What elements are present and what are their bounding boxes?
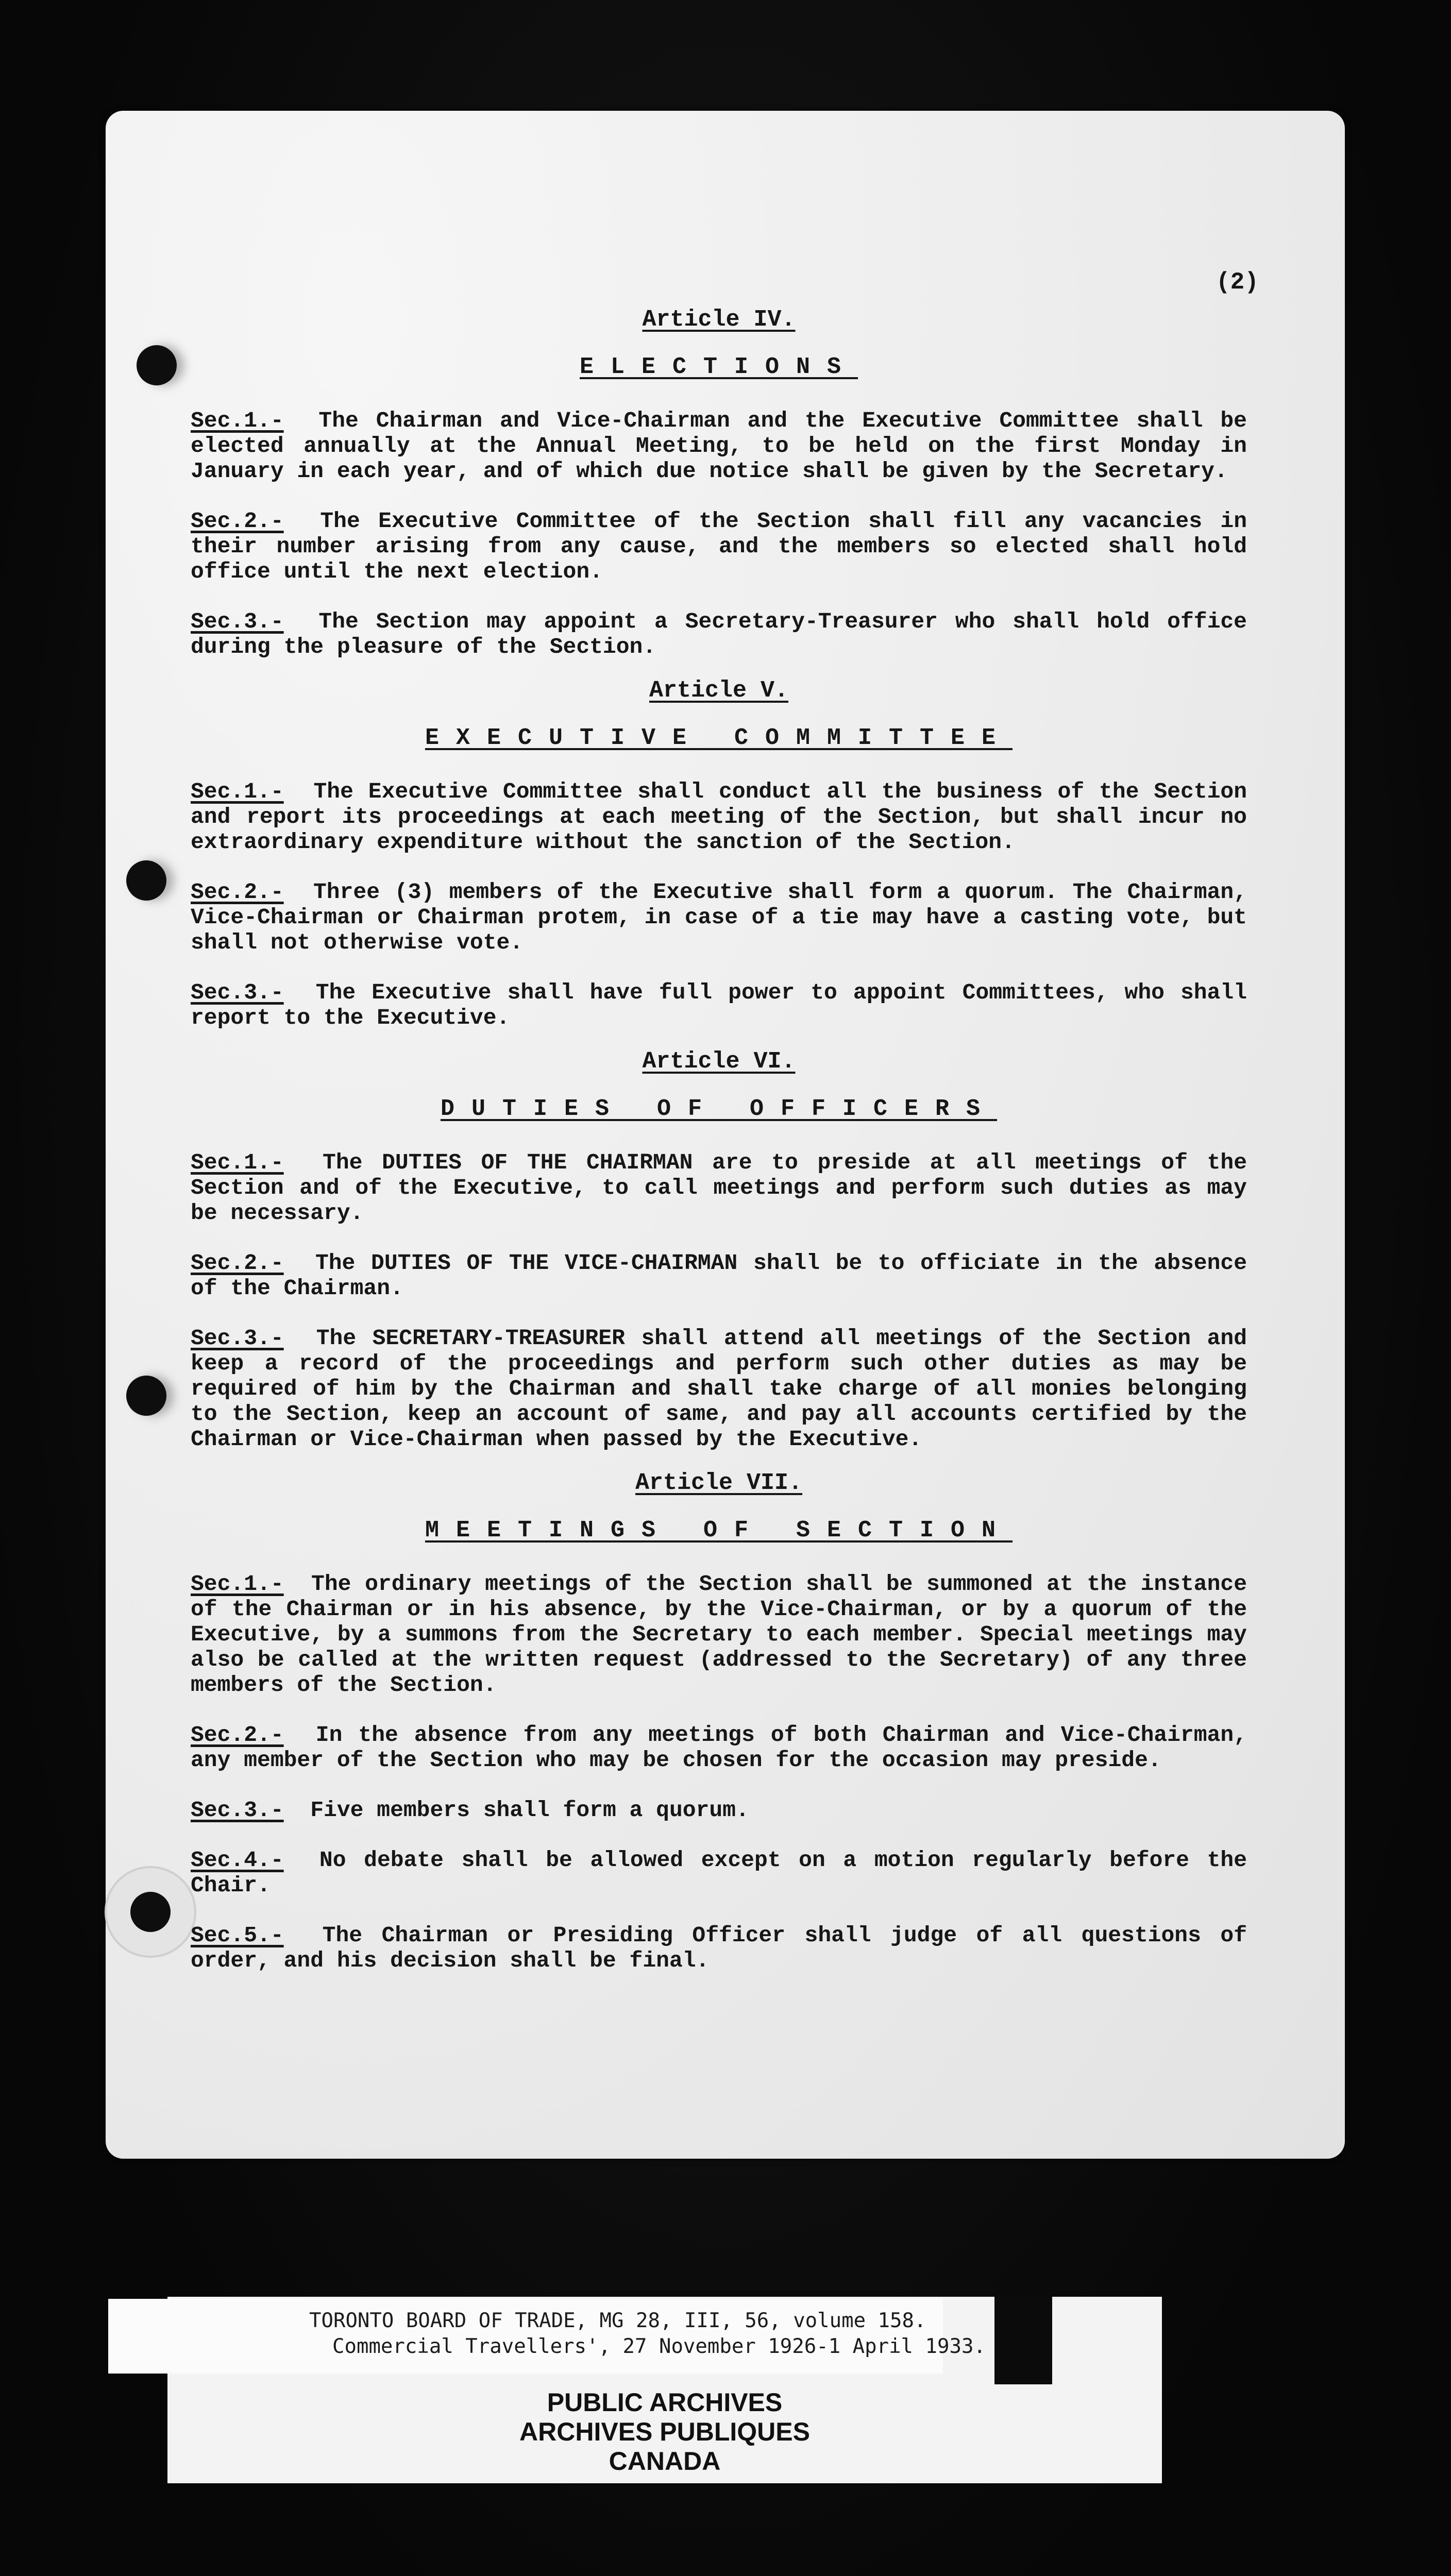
section-text: No debate shall be allowed except on a motion regularly before the Chair.: [191, 1848, 1247, 1898]
section-text: The Chairman and Vice-Chairman and the Executive Committee shall be elected annually at the Annual Meeting, to be held on the first Monday in January in each year, and of which due notice shall be given by the Secretary.: [191, 408, 1247, 484]
article-heading: EXECUTIVE COMMITTEE: [425, 725, 1013, 751]
punch-hole-bottom: [130, 1892, 171, 1932]
archive-stamp-line-2: ARCHIVES PUBLIQUES: [519, 2417, 810, 2446]
section-label: Sec.3.-: [191, 609, 284, 634]
section-paragraph: [191, 609, 1247, 659]
archive-reference: [108, 2299, 986, 2374]
punch-hole-upper-middle: [126, 860, 166, 901]
section-paragraph: [191, 1150, 1247, 1226]
section-paragraph: [191, 879, 1247, 955]
page-number: (2): [1216, 269, 1259, 296]
section-text: The Executive shall have full power to appoint Committees, who shall report to the Executive.: [191, 980, 1247, 1030]
section-label: Sec.2.-: [191, 1250, 284, 1276]
archive-reference-line-1: TORONTO BOARD OF TRADE, MG 28, III, 56, volume 158.: [309, 2309, 926, 2332]
section-paragraph: [191, 1848, 1247, 1898]
archive-stamp-line-1: PUBLIC ARCHIVES: [547, 2388, 783, 2417]
article-title: Article VII.: [635, 1470, 803, 1496]
archive-stamp-line-3: CANADA: [609, 2447, 721, 2476]
section-text: The Executive Committee of the Section shall fill any vacancies in their number arising from any cause, and the members so elected shall hold office until the next election.: [191, 509, 1247, 584]
section-paragraph: [191, 980, 1247, 1030]
punch-hole-top: [137, 345, 177, 385]
section-paragraph: [191, 1798, 1247, 1823]
section-paragraph: [191, 1923, 1247, 1973]
section-label: Sec.2.-: [191, 1722, 284, 1748]
section-text: The Executive Committee shall conduct all the business of the Section and report its proceedings at each meeting of the Section, but shall incur no extraordinary expenditure without the sanction of the Section.: [191, 779, 1247, 855]
section-text: The DUTIES OF THE CHAIRMAN are to preside at all meetings of the Section and of the Executive, to call meetings and perform such duties as may be necessary.: [191, 1150, 1247, 1226]
section-paragraph: [191, 408, 1247, 484]
document-body: [191, 304, 1247, 1998]
article-vii: [191, 1467, 1247, 1973]
section-text: Three (3) members of the Executive shall form a quorum. The Chairman, Vice-Chairman or Chairman protem, in case of a tie may have a casting vote, but shall not otherwise vote.: [191, 879, 1247, 955]
section-label: Sec.3.-: [191, 980, 284, 1005]
article-heading: ELECTIONS: [579, 354, 858, 380]
section-label: Sec.5.-: [191, 1923, 284, 1948]
section-paragraph: [191, 1326, 1247, 1452]
article-heading: MEETINGS OF SECTION: [425, 1517, 1013, 1544]
article-v: [191, 675, 1247, 1030]
section-text: The ordinary meetings of the Section shall be summoned at the instance of the Chairman or in his absence, by the Vice-Chairman, or by a quorum of the Executive, by a summons from the Secretary to each member. Special meetings may also be called at the written request (addressed to the Secretary) of any three members of the Section.: [191, 1571, 1247, 1698]
archive-stamp: [167, 2388, 1162, 2476]
section-label: Sec.2.-: [191, 879, 284, 905]
section-text: In the absence from any meetings of both Chairman and Vice-Chairman, any member of the Section who may be chosen for the occasion may preside.: [191, 1722, 1247, 1773]
section-text: The Section may appoint a Secretary-Treasurer who shall hold office during the pleasure of the Section.: [191, 609, 1247, 659]
section-text: Five members shall form a quorum.: [310, 1798, 749, 1823]
article-title: Article VI.: [642, 1048, 796, 1075]
section-label: Sec.1.-: [191, 1571, 284, 1597]
section-label: Sec.3.-: [191, 1326, 284, 1351]
article-heading: DUTIES OF OFFICERS: [440, 1096, 998, 1122]
section-label: Sec.1.-: [191, 408, 284, 433]
section-label: Sec.1.-: [191, 779, 284, 804]
section-paragraph: [191, 779, 1247, 855]
label-gap: [994, 2297, 1052, 2384]
section-text: The DUTIES OF THE VICE-CHAIRMAN shall be to officiate in the absence of the Chairman.: [191, 1250, 1247, 1301]
section-paragraph: [191, 1571, 1247, 1698]
section-label: Sec.1.-: [191, 1150, 284, 1175]
section-paragraph: [191, 1722, 1247, 1773]
punch-hole-lower-middle: [126, 1376, 166, 1416]
archive-reference-line-2: Commercial Travellers', 27 November 1926-1 April 1933.: [332, 2335, 986, 2358]
section-paragraph: [191, 509, 1247, 584]
section-label: Sec.3.-: [191, 1798, 284, 1823]
article-title: Article V.: [649, 677, 789, 704]
section-label: Sec.2.-: [191, 509, 284, 534]
article-title: Article IV.: [642, 307, 796, 333]
article-vi: [191, 1046, 1247, 1452]
article-iv: [191, 304, 1247, 659]
section-label: Sec.4.-: [191, 1848, 284, 1873]
section-text: The SECRETARY-TREASURER shall attend all meetings of the Section and keep a record of the proceedings and perform such other duties as may be required of him by the Chairman and shall take charge of all monies belonging to the Section, keep an account of same, and pay all accounts certified by the Chairman or Vice-Chairman when passed by the Executive.: [191, 1326, 1247, 1452]
section-text: The Chairman or Presiding Officer shall judge of all questions of order, and his decision shall be final.: [191, 1923, 1247, 1973]
section-paragraph: [191, 1250, 1247, 1301]
